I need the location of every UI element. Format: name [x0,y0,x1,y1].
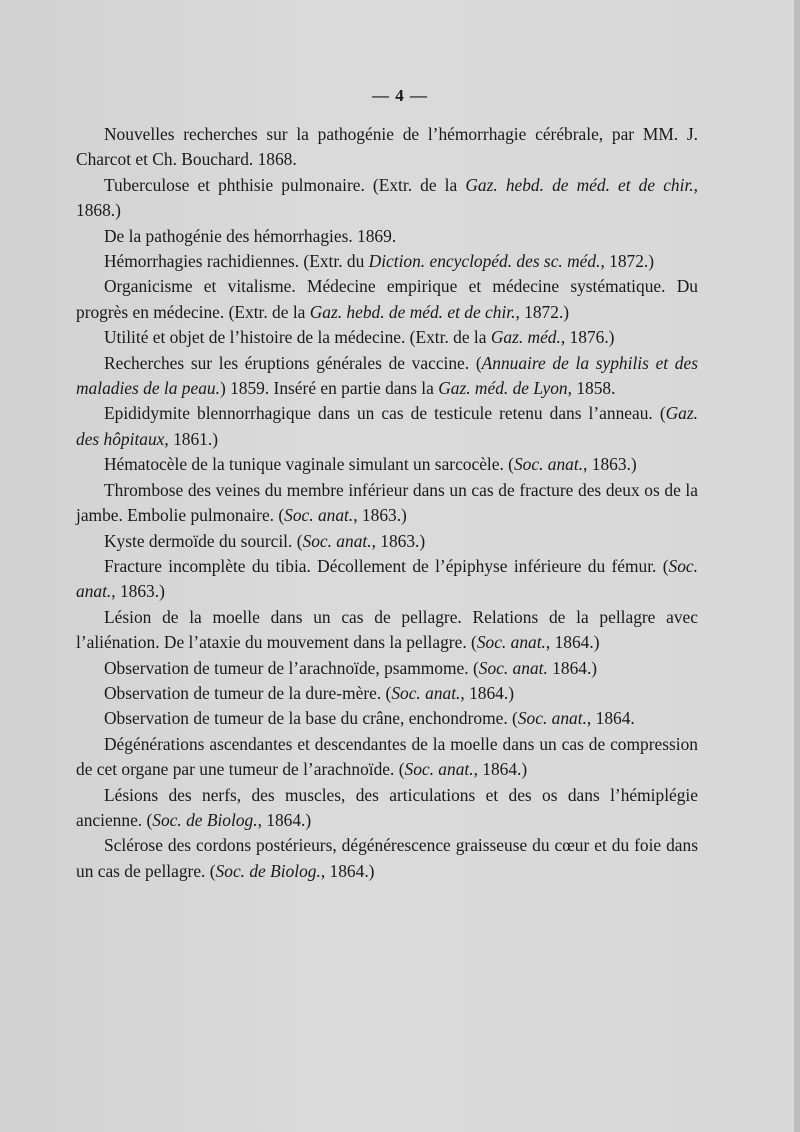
entry-text: , 1864.) [473,759,528,780]
journal-title: Gaz. méd. [490,327,561,348]
entry-text: Thrombose des veines du membre inférieur dans un cas de fracture des deux os de la jambe. Embolie pulmonaire. ( [76,479,698,526]
entry-text: , 1868.) [76,174,698,221]
journal-title: Diction. encyclopéd. des sc. méd. [368,251,601,272]
journal-title: Soc. anat. [391,682,461,703]
bibliography-entry [76,173,698,224]
bibliography-entry [76,122,698,173]
journal-title: Soc. anat. [478,657,548,678]
journal-title: Soc. anat. [404,759,474,780]
entry-text: Epididymite blennorrhagique dans un cas de testicule retenu dans l’anneau. ( [104,403,666,424]
page-edge [794,0,800,1132]
entry-text: Sclérose des cordons postérieurs, dégénérescence graisseuse du cœur et du foie dans un cas de pellagre. ( [76,835,698,881]
entry-text: Recherches sur les éruptions générales de vaccine. ( [104,352,482,373]
journal-title: Gaz. méd. de Lyon [438,378,568,399]
entry-text: Observation de tumeur de l’arachnoïde, psammome. ( [104,657,479,678]
entry-text: , 1863.) [583,454,637,475]
entry-text: , 1872.) [515,301,570,322]
journal-title: Annuaire de la syphilis et des maladies de la peau. [76,352,698,399]
bibliography-entry [76,249,698,274]
entry-text: , 1863.) [353,505,407,526]
entry-text: Tuberculose et phthisie pulmonaire. (Extr. de la [104,174,466,195]
bibliography-entry [76,554,698,605]
entry-text: , 1872.) [600,251,655,272]
entry-text: , 1858. [567,378,616,399]
journal-title: Gaz. hebd. de méd. et de chir. [465,174,694,195]
entry-text: Fracture incomplète du tibia. Décollement de l’épiphyse inférieure du fémur. ( [104,555,669,576]
entry-text: Lésion de la moelle dans un cas de pellagre. Relations de la pellagre avec l’aliénation. De l’ataxie du mouvement dans la pellagre. ( [76,606,698,653]
journal-title: Soc. de Biolog. [215,860,321,881]
entry-text: , 1864. [586,708,635,729]
journal-title: Gaz. hebd. de méd. et de chir. [309,301,516,322]
journal-title: Soc. anat. [284,505,354,526]
journal-title: Gaz. des hôpitaux [76,403,698,449]
bibliography-entry [76,401,698,452]
journal-title: Soc. anat. [513,454,584,475]
journal-title: Soc. anat. [76,555,698,602]
bibliography-entry [76,656,698,681]
entry-text: Nouvelles recherches sur la pathogénie de l’hémorrhagie cérébrale, par MM. J. Charcot et Ch. Bouchard. 1868. [76,124,698,170]
entry-text: , 1863.) [111,581,165,602]
entry-text: , 1864.) [320,860,375,881]
entry-text: 1864.) [547,657,598,678]
bibliography-entry [76,325,698,350]
journal-title: Soc. anat. [517,708,587,729]
entry-text: Hémorrhagies rachidiennes. (Extr. du [104,251,369,272]
bibliography-entry [76,833,698,884]
entry-text: Observation de tumeur de la dure-mère. ( [104,682,392,703]
entry-text: Lésions des nerfs, des muscles, des articulations et des os dans l’hémiplégie ancienne. ( [76,784,698,830]
bibliography-entry [76,732,698,783]
entry-text: Organicisme et vitalisme. Médecine empirique et médecine systématique. Du progrès en médecine. (Extr. de la [76,276,698,322]
entry-text: , 1863.) [371,530,426,551]
entry-text: ) 1859. Inséré en partie dans la [219,378,439,399]
entry-text: Hématocèle de la tunique vaginale simulant un sarcocèle. ( [104,454,514,475]
entry-text: Observation de tumeur de la base du crâne, enchondrome. ( [104,708,518,729]
bibliography-entry [76,274,698,325]
bibliography-entry [76,224,698,249]
bibliography-entry [76,706,698,731]
entry-text: De la pathogénie des hémorrhagies. 1869. [104,225,397,246]
journal-title: Soc. anat. [302,530,372,551]
bibliography-entry [76,478,698,529]
entry-text: , 1876.) [560,327,615,348]
entry-text: , 1864.) [257,809,312,830]
bibliography-entry [76,351,698,402]
entry-text: , 1861.) [164,428,219,449]
bibliography-list [76,122,698,884]
bibliography-entry [76,452,698,477]
entry-text: , 1864.) [460,682,515,703]
journal-title: Soc. de Biolog. [152,809,258,830]
entry-text: , 1864.) [545,632,600,653]
entry-text: Kyste dermoïde du sourcil. ( [104,530,303,551]
bibliography-entry [76,681,698,706]
bibliography-entry [76,529,698,554]
entry-text: Utilité et objet de l’histoire de la médecine. (Extr. de la [104,327,491,348]
journal-title: Soc. anat. [476,632,546,653]
entry-text: Dégénérations ascendantes et descendantes de la moelle dans un cas de compression de cet organe par une tumeur de l’arachnoïde. ( [76,733,698,780]
bibliography-entry [76,783,698,834]
page-number: — 4 — [372,86,428,105]
bibliography-entry [76,605,698,656]
